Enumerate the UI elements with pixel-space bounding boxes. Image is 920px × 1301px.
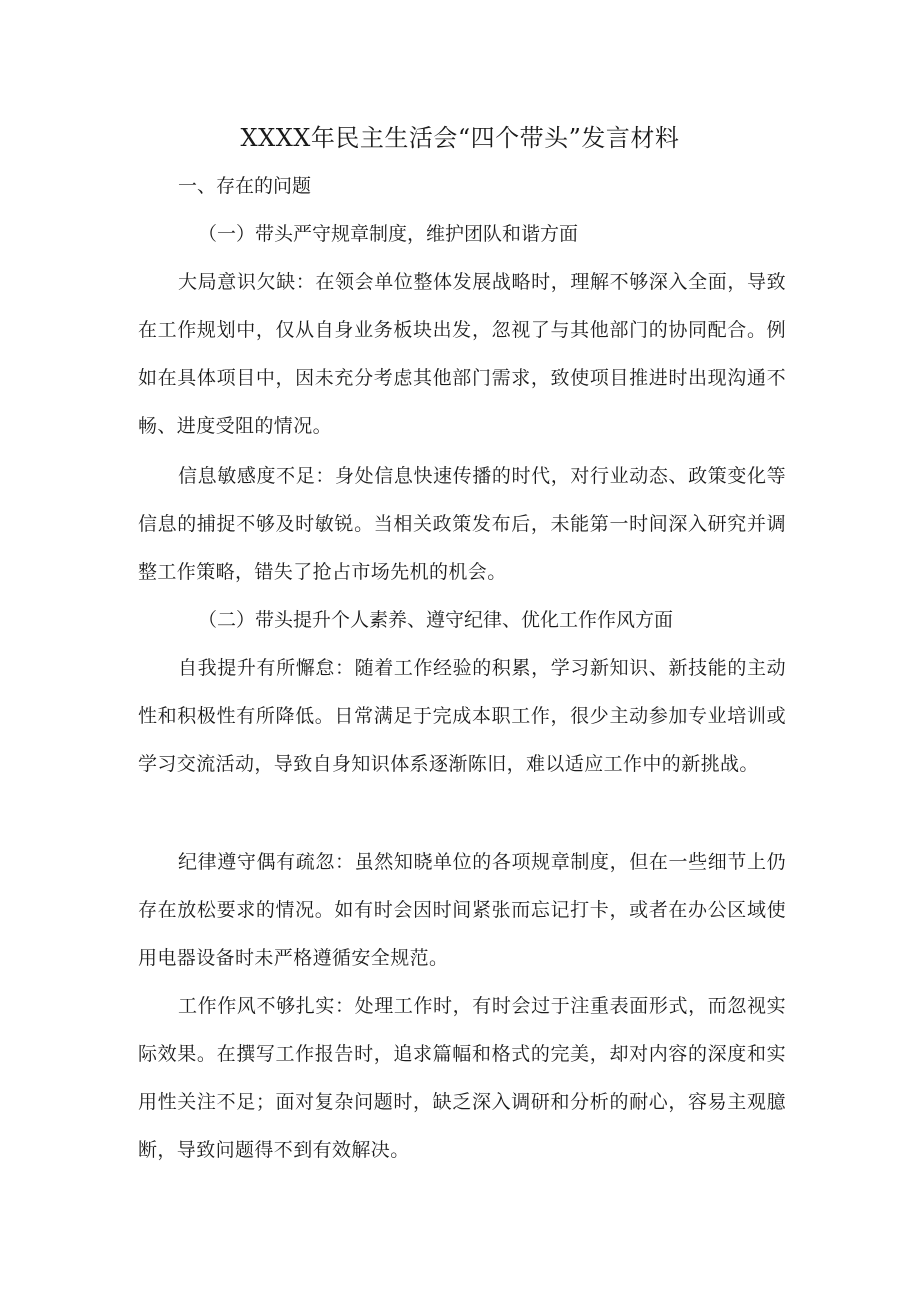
subsection-heading-2: （二）带头提升个人素养、遵守纪律、优化工作作风方面 <box>198 609 674 631</box>
paragraph-work-style: 工作作风不够扎实：处理工作时，有时会过于注重表面形式，而忽视实际效果。在撰写工作报告时，追求篇幅和格式的完美，却对内容的深度和实用性关注不足；面对复杂问题时，缺乏深入调研和分析的耐心，容易主观臆断，导致问题得不到有效解决。 <box>138 995 786 1161</box>
paragraph-discipline: 纪律遵守偶有疏忽：虽然知晓单位的各项规章制度，但在一些细节上仍存在放松要求的情况。如有时会因时间紧张而忘记打卡，或者在办公区域使用电器设备时未严格遵循安全规范。 <box>138 851 786 969</box>
subsection-heading-1: （一）带头严守规章制度，维护团队和谐方面 <box>198 223 579 245</box>
paragraph-self-improvement: 自我提升有所懈怠：随着工作经验的积累，学习新知识、新技能的主动性和积极性有所降低。日常满足于完成本职工作，很少主动参加专业培训或学习交流活动，导致自身知识体系逐渐陈旧，难以适应工作中的新挑战。 <box>138 657 786 775</box>
paragraph-big-picture: 大局意识欠缺：在领会单位整体发展战略时，理解不够深入全面，导致在工作规划中，仅从自身业务板块出发，忽视了与其他部门的协同配合。例如在具体项目中，因未充分考虑其他部门需求，致使项目推进时出现沟通不畅、进度受阻的情况。 <box>138 271 786 437</box>
paragraph-information-sensitivity: 信息敏感度不足：身处信息快速传播的时代，对行业动态、政策变化等信息的捕捉不够及时敏锐。当相关政策发布后，未能第一时间深入研究并调整工作策略，错失了抢占市场先机的机会。 <box>138 465 786 583</box>
document-title: XXXX年民主生活会“四个带头”发言材料 <box>240 124 680 152</box>
section-heading-problems: 一、存在的问题 <box>178 175 312 197</box>
